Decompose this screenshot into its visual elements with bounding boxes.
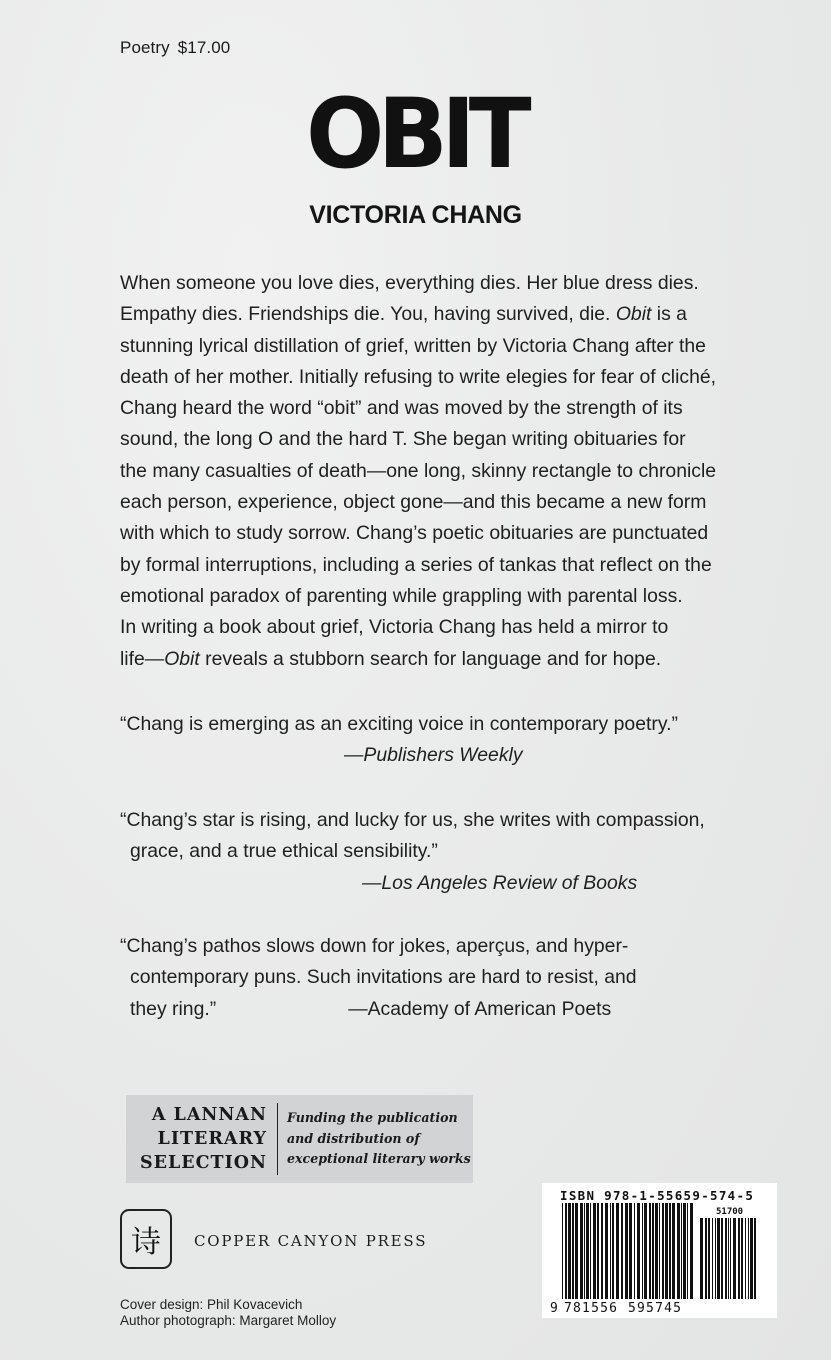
review-quote-academy-of-american-poets xyxy=(120,931,637,1025)
ean-bars xyxy=(562,1203,693,1299)
barcode-bar xyxy=(616,1203,619,1299)
quote-line: contemporary puns. Such invitations are hard to resist, and xyxy=(130,966,637,989)
barcode-bar xyxy=(644,1203,647,1299)
barcode-bar xyxy=(683,1203,686,1299)
barcode-bar xyxy=(748,1218,749,1299)
title-italic: Obit xyxy=(615,303,652,326)
genre-label: Poetry xyxy=(120,38,170,57)
barcode-bar xyxy=(655,1203,658,1299)
barcode-bar xyxy=(584,1203,585,1299)
barcode-bar xyxy=(605,1203,608,1299)
review-quote-la-review-of-books xyxy=(120,805,705,899)
book-title: OBIT xyxy=(306,78,525,190)
barcode-bar xyxy=(629,1203,632,1299)
barcode-bar xyxy=(649,1203,651,1299)
barcode-bar xyxy=(590,1203,591,1299)
barcode-bar xyxy=(708,1218,710,1299)
publisher-name: COPPER CANYON PRESS xyxy=(194,1232,428,1250)
barcode-bar xyxy=(562,1203,563,1299)
barcode-bar xyxy=(572,1203,574,1299)
barcode-bar xyxy=(662,1203,664,1299)
barcode-bar xyxy=(665,1203,668,1299)
blurb-paragraph xyxy=(120,268,760,675)
blurb-line: stunning lyrical distillation of grief, written by Victoria Chang after the xyxy=(120,334,706,357)
author-name: VICTORIA CHANG xyxy=(309,201,522,229)
barcode-bar xyxy=(750,1218,753,1299)
barcode-bar xyxy=(634,1203,635,1299)
blurb-line: Chang heard the word “obit” and was moved by the strength of its xyxy=(120,397,683,420)
quote-line: “Chang is emerging as an exciting voice in contemporary poetry.” xyxy=(120,713,678,735)
blurb-line: In writing a book about grief, Victoria Chang has held a mirror to xyxy=(120,616,669,639)
barcode-bar xyxy=(754,1218,756,1299)
barcode-bar xyxy=(575,1203,578,1299)
barcode-bar xyxy=(700,1218,703,1299)
barcode-bar xyxy=(610,1203,611,1299)
quote-line: they ring.” —Academy of American Poets xyxy=(130,997,612,1020)
blurb-line: life—Obit reveals a stubborn search for language and for hope. xyxy=(120,647,662,670)
genre-price-line xyxy=(120,38,230,58)
isbn-label: ISBN 978-1-55659-574-5 xyxy=(560,1188,755,1203)
barcode-bar xyxy=(717,1218,720,1299)
blurb-line: the many casualties of death—one long, skinny rectangle to chronicle xyxy=(120,459,717,482)
blurb-line: emotional paradox of parenting while grappling with parental loss. xyxy=(120,584,683,607)
lannan-tagline: Funding the publication and distribution of exceptional literary works xyxy=(287,1110,471,1167)
barcode-bar xyxy=(687,1203,688,1299)
author-photo-credit: Author photograph: Margaret Molloy xyxy=(120,1313,337,1328)
quote-attribution: —Publishers Weekly xyxy=(344,744,523,767)
price-label: $17.00 xyxy=(177,38,231,57)
barcode-bar xyxy=(612,1203,614,1299)
cover-design-credit: Cover design: Phil Kovacevich xyxy=(120,1297,303,1312)
barcode-bar xyxy=(741,1218,743,1299)
barcode-bar xyxy=(669,1203,671,1299)
barcode-bar xyxy=(721,1218,723,1299)
barcode-bar xyxy=(677,1203,680,1299)
barcode-bar xyxy=(705,1218,707,1299)
barcode-bar xyxy=(730,1218,731,1299)
barcode-bar xyxy=(652,1203,654,1299)
blurb-line: When someone you love dies, everything dies. Her blue dress dies. xyxy=(120,272,699,294)
blurb-line: death of her mother. Initially refusing to write elegies for fear of cliché, xyxy=(120,365,717,388)
copper-canyon-logo-icon: 诗 xyxy=(120,1209,172,1269)
barcode-bar xyxy=(725,1218,727,1299)
barcode-bar xyxy=(593,1203,596,1299)
barcode-first-digit: 9 xyxy=(550,1301,558,1316)
barcode-bar xyxy=(672,1203,675,1299)
quote-line: “Chang’s star is rising, and lucky for us, she writes with compassion, xyxy=(120,809,705,831)
barcode-bar xyxy=(586,1203,589,1299)
barcode-bar xyxy=(601,1203,603,1299)
barcode-bar xyxy=(565,1203,567,1299)
blurb-line: by formal interruptions, including a series of tankas that reflect on the xyxy=(120,553,712,576)
price-addon-bars xyxy=(700,1218,756,1299)
barcode-left-digits: 781556 xyxy=(564,1301,619,1316)
barcode-bar xyxy=(712,1218,713,1299)
barcode-bar xyxy=(690,1203,693,1299)
barcode-bar xyxy=(568,1203,571,1299)
barcode-bar xyxy=(625,1203,628,1299)
barcode-bar xyxy=(745,1218,746,1299)
blurb-line: with which to study sorrow. Chang’s poetic obituaries are punctuated xyxy=(120,522,709,545)
barcode-bar xyxy=(733,1218,736,1299)
barcode-bar xyxy=(715,1218,716,1299)
barcode-right-digits: 595745 xyxy=(628,1301,683,1316)
barcode-bar xyxy=(637,1203,640,1299)
lannan-selection-badge xyxy=(126,1095,473,1183)
quote-line: “Chang’s pathos slows down for jokes, aperçus, and hyper- xyxy=(120,935,629,957)
isbn-barcode xyxy=(542,1183,777,1318)
barcode-bar xyxy=(659,1203,660,1299)
barcode-price-code: 51700 xyxy=(716,1207,744,1217)
blurb-line: sound, the long O and the hard T. She began writing obituaries for xyxy=(120,428,686,451)
quote-line: grace, and a true ethical sensibility.” xyxy=(130,840,438,863)
barcode-bar xyxy=(642,1203,643,1299)
blurb-line: each person, experience, object gone—and this became a new form xyxy=(120,491,707,514)
credits xyxy=(120,1297,336,1329)
quote-attribution: —Los Angeles Review of Books xyxy=(362,871,638,894)
blurb-line: Empathy dies. Friendships die. You, having survived, die. Obit is a xyxy=(120,303,687,326)
barcode-bar xyxy=(580,1203,583,1299)
barcode-bar xyxy=(738,1218,740,1299)
title-italic: Obit xyxy=(164,647,200,670)
review-quote-publishers-weekly xyxy=(120,709,678,772)
quote-attribution: —Academy of American Poets xyxy=(348,997,612,1020)
barcode-bar xyxy=(681,1203,682,1299)
barcode-bar xyxy=(621,1203,623,1299)
lannan-title: A LANNAN LITERARY SELECTION xyxy=(126,1103,278,1175)
barcode-bar xyxy=(597,1203,599,1299)
barcode-graphic xyxy=(542,1183,777,1318)
barcode-bar xyxy=(728,1218,729,1299)
